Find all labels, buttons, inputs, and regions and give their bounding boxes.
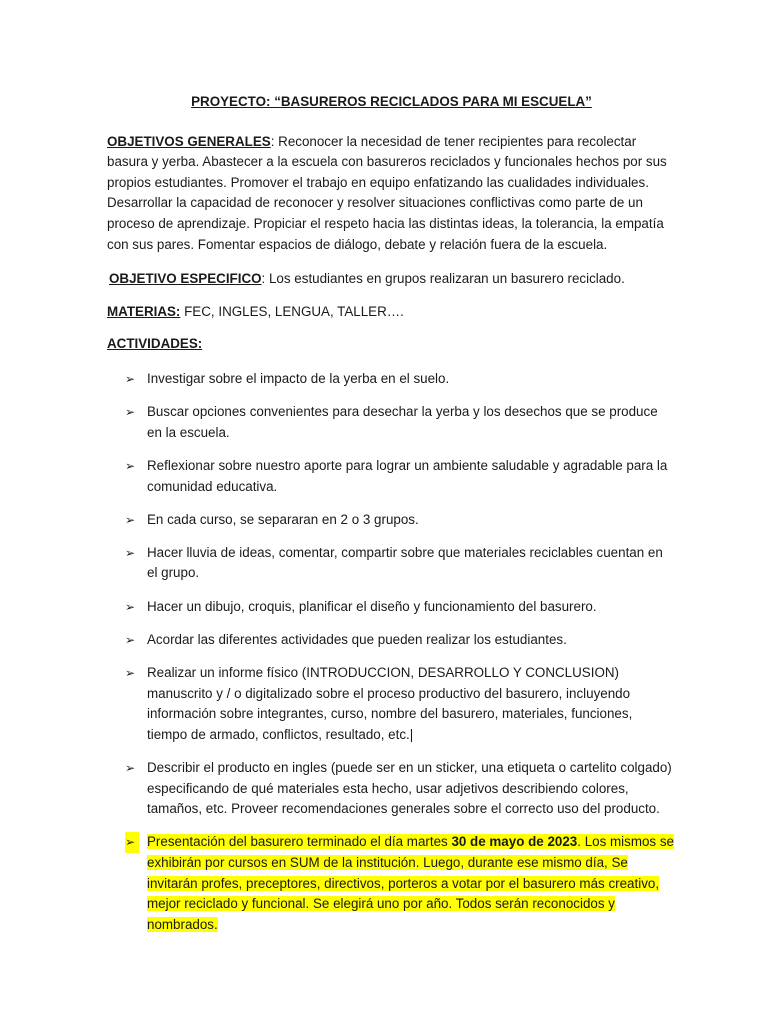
list-item-text: Acordar las diferentes actividades que pueden realizar los estudiantes. [147, 631, 567, 647]
arrow-bullet-icon: ➢ [125, 545, 136, 560]
list-item-text: Reflexionar sobre nuestro aporte para lograr un ambiente saludable y agradable para la comunidad educativa. [147, 457, 668, 494]
arrow-bullet-icon: ➢ [125, 761, 136, 775]
actividades-list [107, 369, 676, 935]
list-item-text: Investigar sobre el impacto de la yerba en el suelo. [147, 370, 450, 386]
objetivo-especifico-text: : Los estudiantes en grupos realizaran un basurero reciclado. [261, 271, 625, 287]
list-item [107, 663, 676, 745]
arrow-bullet-icon: ➢ [125, 832, 139, 853]
materias-paragraph [107, 302, 676, 323]
list-item-text: Hacer un dibujo, croquis, planificar el diseño y funcionamiento del basurero. [147, 598, 597, 614]
list-item [107, 543, 676, 584]
objetivos-generales-label: OBJETIVOS GENERALES [107, 133, 271, 149]
list-item [107, 369, 676, 390]
objetivos-generales-text: : Reconocer la necesidad de tener recipientes para recolectar basura y yerba. Abastecer a la escuela con basureros reciclados y funcionales hechos por sus propios estudiantes. Promover el trabajo en equipo enfatizando las cualidades individuales. Desarrollar la capacidad de reconocer y resolver situaciones conflictivas como parte de un proceso de aprendizaje. Propiciar el respeto hacia las distintas ideas, la tolerancia, la empatía con sus pares. Fomentar espacios de diálogo, debate y relación fuera de la escuela. [107, 133, 667, 252]
list-item [107, 630, 676, 651]
presentation-text-after: . Los mismos se exhibirán por cursos en SUM de la institución. Luego, durante ese mismo día, Se invitarán profes, preceptores, directivos, porteros a votar por el basurero más creativo, mejor reciclado y funcional. Se elegirá uno por año. Todos serán reconocidos y nombrados. [147, 834, 674, 932]
list-item-text: En cada curso, se separaran en 2 o 3 grupos. [147, 511, 419, 527]
list-item [107, 402, 676, 443]
list-item-text: Hacer lluvia de ideas, comentar, compartir sobre que materiales reciclables cuentan en el grupo. [147, 544, 663, 581]
materias-text: FEC, INGLES, LENGUA, TALLER…. [180, 303, 404, 319]
materias-label: MATERIAS: [107, 303, 181, 319]
document-title: PROYECTO: “BASUREROS RECICLADOS PARA MI ESCUELA” [191, 94, 592, 109]
list-item-text: Buscar opciones convenientes para desechar la yerba y los desechos que se produce en la escuela. [147, 404, 658, 440]
list-item [107, 456, 676, 497]
presentation-date: 30 de mayo de 2023 [451, 834, 578, 850]
highlighted-text [147, 834, 674, 931]
list-item [107, 597, 676, 618]
list-item-text: Describir el producto en ingles (puede ser en un sticker, una etiqueta o cartelito colgado) especificando de qué materiales esta hecho, usar adjetivos describiendo colores, tamaños, etc. Proveer recomendaciones generales sobre el correcto uso del producto. [147, 760, 672, 817]
arrow-bullet-icon: ➢ [125, 405, 136, 420]
arrow-bullet-icon: ➢ [125, 512, 136, 527]
objetivo-especifico-paragraph [107, 269, 676, 290]
list-item [107, 758, 676, 820]
list-item [107, 510, 676, 531]
objetivo-especifico-label: OBJETIVO ESPECIFICO [109, 271, 262, 287]
arrow-bullet-icon: ➢ [125, 371, 136, 386]
highlighted-list-item [107, 832, 676, 935]
arrow-bullet-icon: ➢ [125, 599, 136, 614]
arrow-bullet-icon: ➢ [125, 632, 136, 647]
list-item-text: Realizar un informe físico (INTRODUCCION, DESARROLLO Y CONCLUSION) manuscrito y / o digitalizado sobre el proceso productivo del basurero, incluyendo información sobre integrantes, curso, nombre del basurero, materiales, funciones, tiempo de armado, conflictos, resultado, etc.| [147, 665, 633, 742]
objetivos-generales-paragraph [107, 132, 676, 256]
presentation-text-before: Presentación del basurero terminado el día martes [147, 834, 452, 850]
actividades-heading: ACTIVIDADES: [107, 336, 203, 352]
arrow-bullet-icon: ➢ [125, 666, 136, 681]
arrow-bullet-icon: ➢ [125, 458, 136, 473]
